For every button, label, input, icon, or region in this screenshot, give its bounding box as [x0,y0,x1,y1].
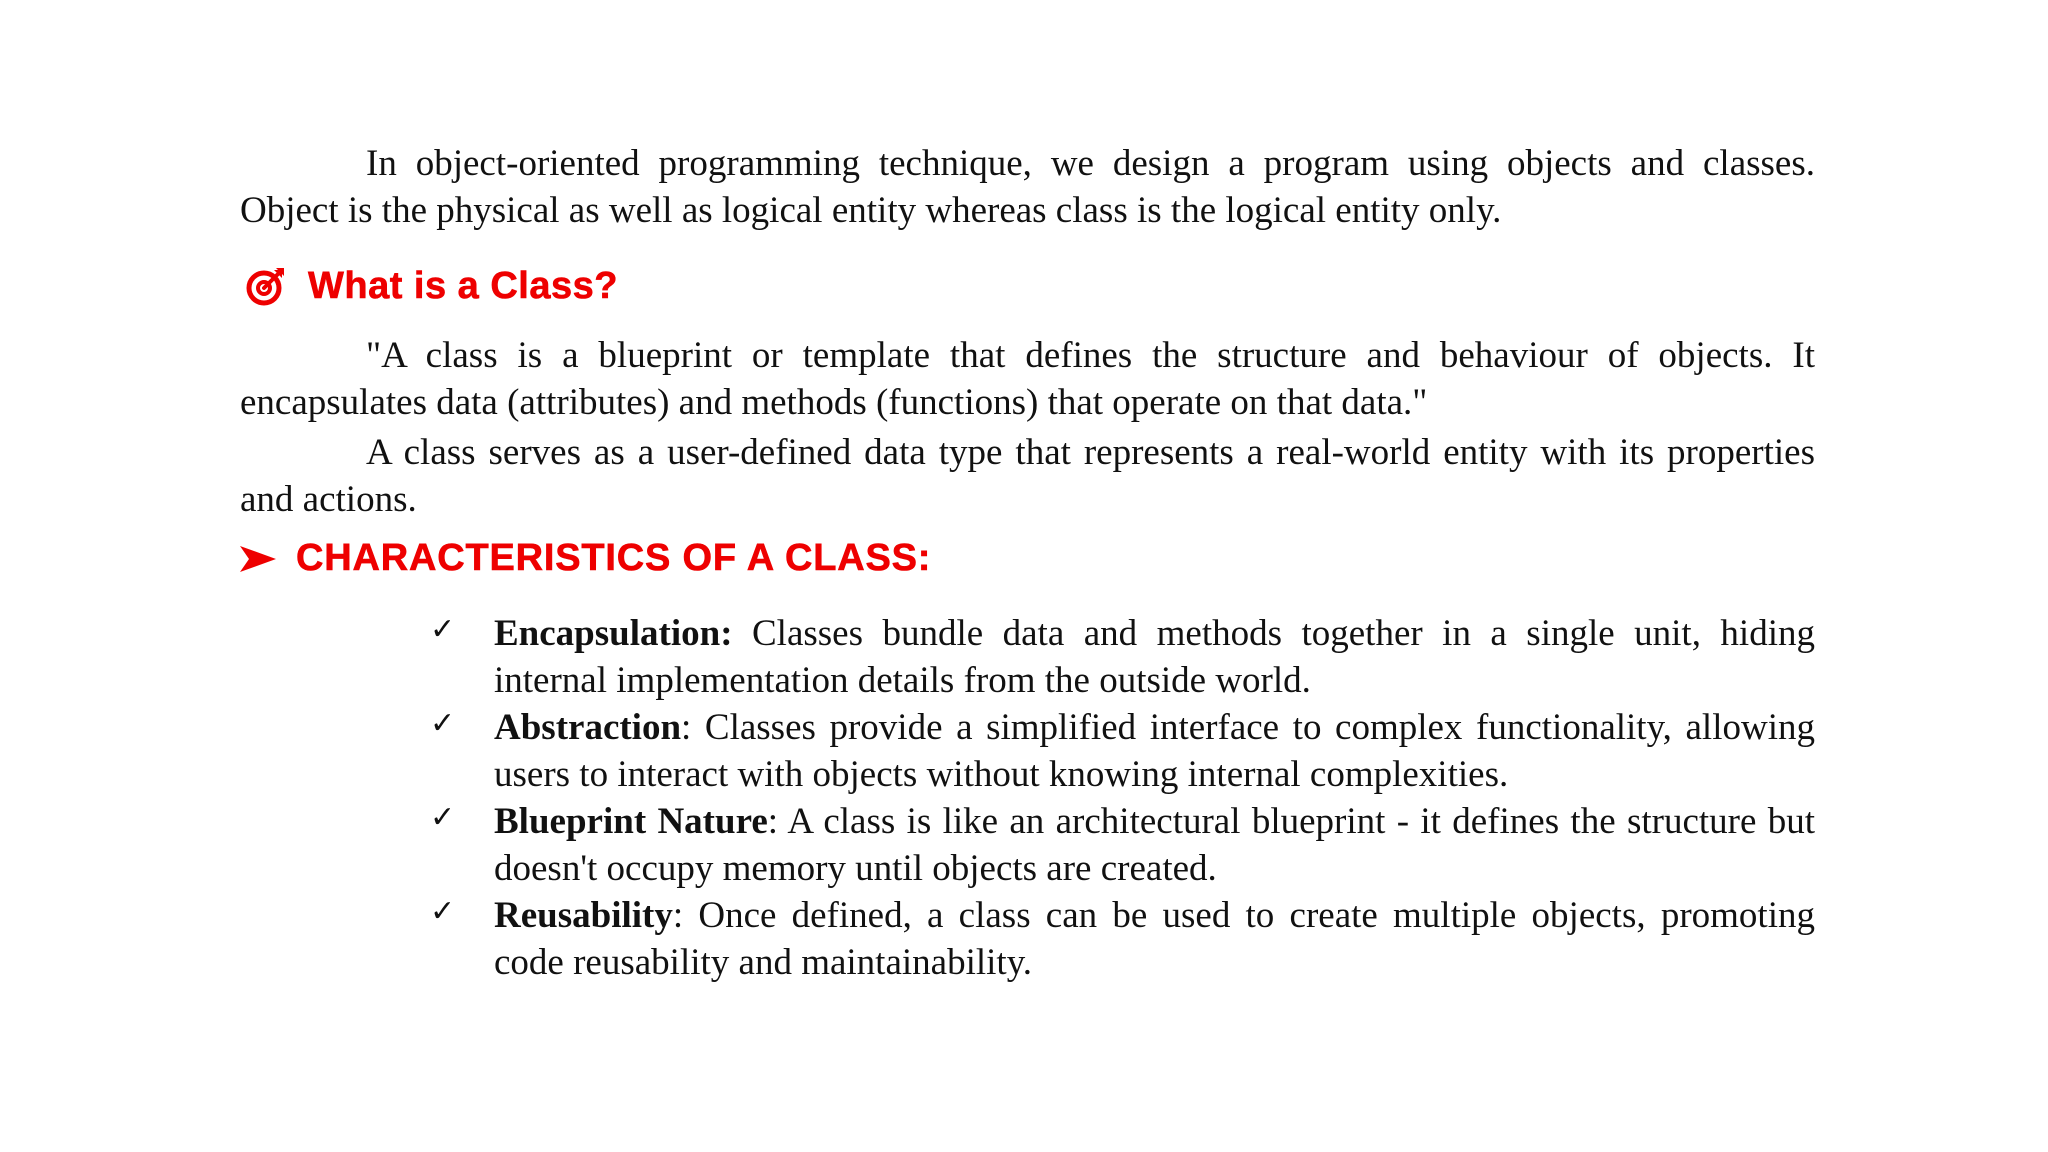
list-item [428,892,1815,986]
arrowhead-right-icon [240,544,276,574]
list-item [428,704,1815,798]
item-text: : Classes provide a simplified interface to complex functionality, allowing users to interact with objects without knowing internal complexities. [494,707,1815,795]
checkmark-icon: ✓ [430,894,456,929]
item-term: Abstraction [494,707,682,748]
item-term: Blueprint Nature [494,801,768,842]
section-title: What is a Class? [308,264,618,307]
class-description-paragraph: A class serves as a user-defined data type that represents a real-world entity with its properties and actions. [240,432,1815,520]
target-arrow-icon [244,264,288,308]
checkmark-icon: ✓ [430,800,456,835]
checkmark-icon: ✓ [430,612,456,647]
characteristics-list [428,610,1815,986]
section-title: CHARACTERISTICS OF A CLASS: [296,537,932,579]
list-item [428,610,1815,704]
section-heading-what-is-class [240,264,1815,308]
item-text: : A class is like an architectural blueprint - it defines the structure but doesn't occupy memory until objects are created. [494,801,1815,889]
checkmark-icon: ✓ [430,706,456,741]
item-text: Classes bundle data and methods together in a single unit, hiding internal implementation details from the outside world. [494,613,1815,701]
item-term: Encapsulation: [494,613,733,654]
list-item [428,798,1815,892]
item-term: Reusability [494,895,673,936]
document-page [240,140,1815,986]
item-text: : Once defined, a class can be used to create multiple objects, promoting code reusability and maintainability. [494,895,1815,983]
intro-paragraph: In object-oriented programming technique, we design a program using objects and classes. Object is the physical as well as logical entity whereas class is the logical entity only. [240,143,1815,231]
section-heading-characteristics [240,537,1815,580]
class-definition-quote: "A class is a blueprint or template that defines the structure and behaviour of objects. It encapsulates data (attributes) and methods (functions) that operate on that data." [240,335,1815,423]
